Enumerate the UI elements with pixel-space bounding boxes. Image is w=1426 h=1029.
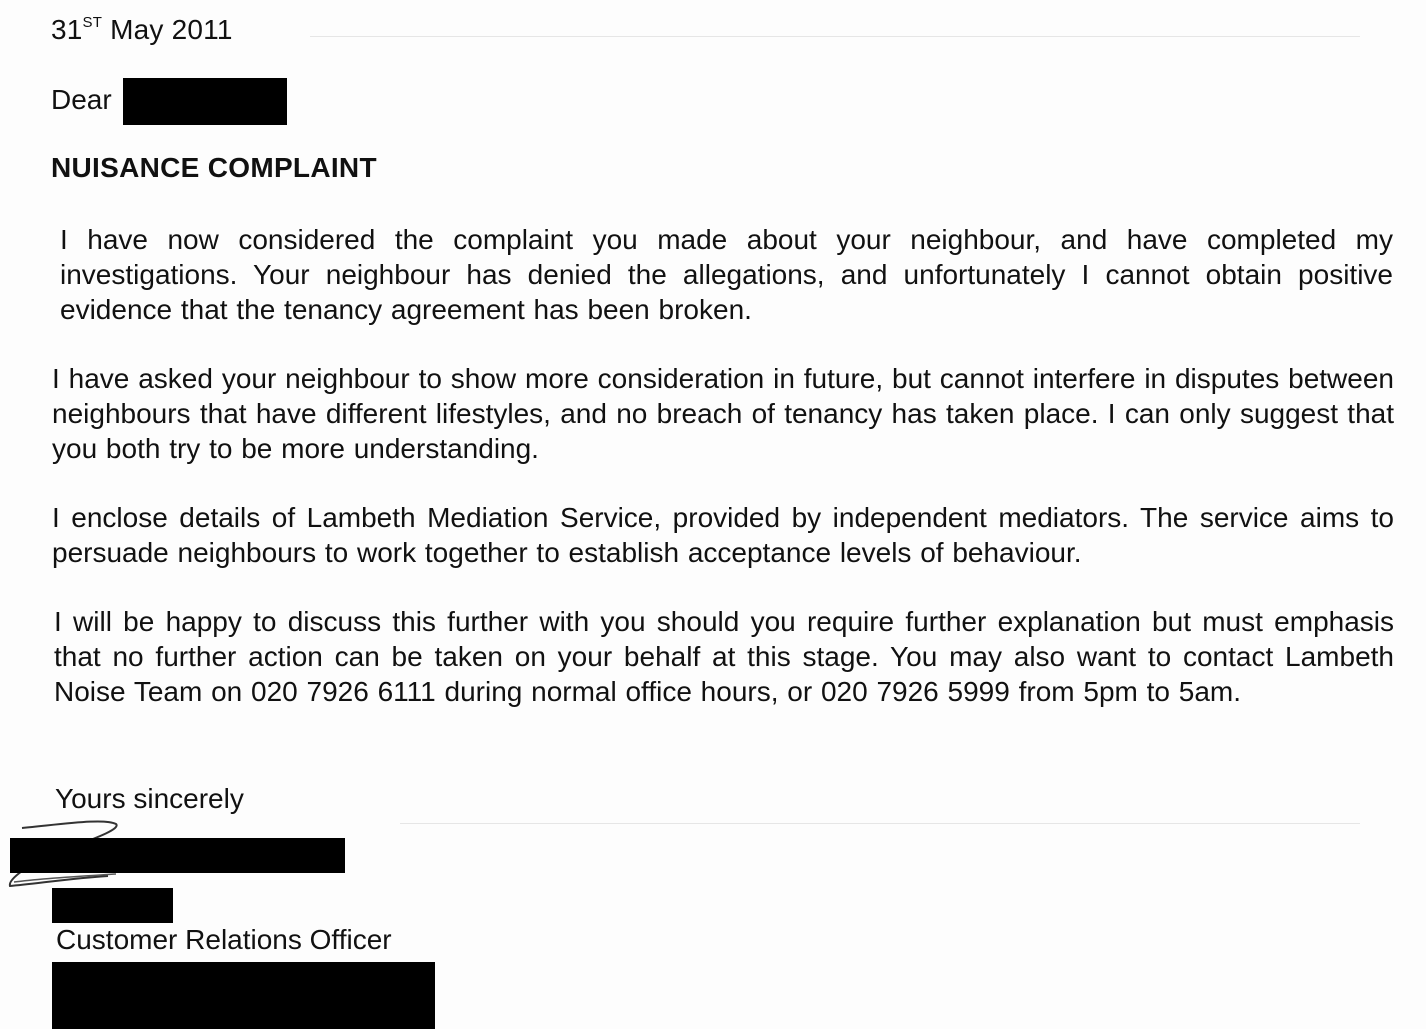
redacted-contact-details bbox=[52, 962, 435, 1029]
letter-heading: NUISANCE COMPLAINT bbox=[51, 152, 377, 183]
body-paragraph-3: I enclose details of Lambeth Mediation Service, provided by independent mediators. The service aims to persuade neighbours to work together to establish acceptance levels of behaviour. bbox=[52, 502, 1394, 568]
date-day: 31 bbox=[51, 14, 83, 45]
redacted-signatory-initials bbox=[52, 888, 173, 923]
date-suffix: ST bbox=[82, 13, 103, 31]
body-paragraph-2: I have asked your neighbour to show more consideration in future, but cannot interfere in disputes between neighbours that have different lifestyles, and no breach of tenancy has taken place. I can only suggest that you both try to be more understanding. bbox=[52, 363, 1394, 464]
body-paragraph-1: I have now considered the complaint you made about your neighbour, and have completed my investigations. Your neighbour has denied the allegations, and unfortunately I cannot obtain positive evidence that the tenancy agreement has been broken. bbox=[60, 224, 1393, 325]
date-month-year: May 2011 bbox=[110, 14, 233, 45]
job-title: Customer Relations Officer bbox=[56, 924, 392, 955]
scan-noise-line bbox=[310, 36, 1360, 37]
closing-line: Yours sincerely bbox=[55, 783, 244, 814]
redacted-recipient-name bbox=[123, 78, 287, 125]
redacted-signatory-name bbox=[10, 838, 345, 873]
body-paragraph-4: I will be happy to discuss this further with you should you require further explanation but must emphasis that no further action can be taken on your behalf at this stage. You may also want to contact Lambeth Noise Team on 020 7926 6111 during normal office hours, or 020 7926 5999 from 5pm to 5am. bbox=[54, 606, 1394, 707]
scan-noise-line bbox=[400, 823, 1360, 824]
letter-date bbox=[51, 14, 233, 46]
salutation: Dear bbox=[51, 84, 112, 115]
